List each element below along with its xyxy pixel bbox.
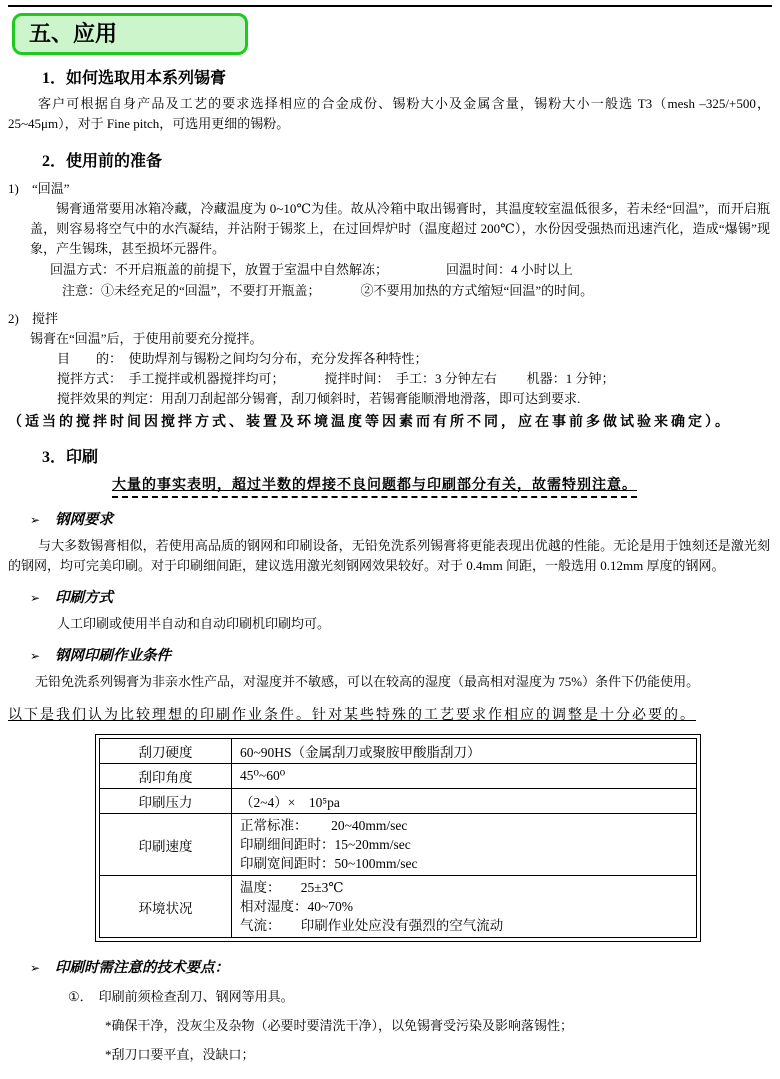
rewarm-time: 回温时间：4 小时以上	[446, 262, 573, 277]
table-row	[100, 764, 697, 789]
stir-machine: 机器：1 分钟；	[526, 371, 615, 386]
print-conditions-table	[95, 734, 701, 942]
section-1-paragraph: 客户可根据自身产品及工艺的要求选择相应的合金成份、锡粉大小及金属含量，锡粉大小一般选 T3（mesh –325/+500，25~45μm），对于 Fine pitch，可选用更细的锡粉。	[8, 96, 770, 131]
row-label: 印刷压力	[100, 789, 232, 814]
rewarm-note-1: 注意：①未经充足的“回温”，不要打开瓶盖；	[62, 283, 321, 298]
section-2-heading: 2．使用前的准备	[42, 153, 163, 170]
row-value: 45⁰~60⁰	[232, 764, 697, 789]
bullet-title: 印刷方式	[55, 590, 113, 606]
list-item-title: 搅拌	[32, 311, 59, 326]
chapter-title-box	[12, 13, 248, 55]
stir-time: 搅拌时间： 手工：3 分钟左右	[324, 371, 497, 386]
print-conditions-paragraph: 无铅免洗系列锡膏为非亲水性产品，对湿度并不敏感，可以在较高的湿度（最高相对湿度为 75%）条件下仍能使用。	[35, 674, 700, 689]
rewarm-note-line	[62, 280, 780, 301]
bullet-title: 钢网要求	[55, 512, 113, 528]
row-label: 环境状况	[100, 876, 232, 938]
stir-note-line: （适当的搅拌时间因搅拌方式、装置及环境温度等因素而有所不同，应在事前多做试验来确定）。	[8, 415, 732, 430]
point-1-sub-1: *确保干净，没灰尘及杂物（必要时要清洗干净），以免锡膏受污染及影响落锡性；	[105, 1018, 574, 1033]
stir-method-line	[57, 369, 780, 389]
point-1-line	[68, 987, 780, 1007]
row-value: （2~4）× 10⁵pa	[232, 789, 697, 814]
point-1-sub-2: *刮刀口要平直，没缺口；	[105, 1047, 255, 1062]
point-number: ①．	[68, 989, 93, 1004]
table-row	[100, 876, 697, 938]
print-conditions-heading	[30, 646, 780, 666]
list-item-title: “回温”	[32, 181, 70, 196]
bullet-title: 印刷时需注意的技术要点：	[55, 960, 229, 976]
parameters-table	[99, 738, 697, 938]
row-value	[232, 814, 697, 876]
stencil-requirements-heading	[30, 510, 780, 530]
stencil-requirements-paragraph: 与大多数锡膏相似，若使用高品质的钢网和印刷设备，无铅免洗系列锡膏将更能表现出优越的性能。无论是用于蚀刻还是激光刻的钢网，均可完美印刷。对于印刷细间距，建议选用激光刻钢网效果较好。对于 0.4mm 间距，一般选用 0.12mm 厚度的钢网。	[8, 538, 770, 573]
chapter-title: 五、应用	[29, 21, 118, 46]
row-value	[232, 876, 697, 938]
section-3-heading: 3．印刷	[42, 449, 99, 466]
stir-paragraph: 锡膏在“回温”后，于使用前要充分搅拌。	[30, 331, 263, 346]
list-item-number: 2)	[8, 311, 19, 326]
cell-line: 印刷宽间距时：50~100mm/sec	[240, 856, 418, 871]
table-row	[100, 814, 697, 876]
row-value: 60~90HS（金属刮刀或聚胺甲酸脂刮刀）	[232, 739, 697, 764]
cell-line: 气流： 印刷作业处应没有强烈的空气流动	[240, 918, 504, 933]
print-notice: 大量的事实表明，超过半数的焊接不良问题都与印刷部分有关，故需特别注意。	[112, 474, 637, 498]
arrow-bullet-icon: ➢	[30, 961, 41, 975]
technical-points-heading	[30, 958, 780, 978]
print-notice-wrap	[112, 474, 780, 498]
row-label: 印刷速度	[100, 814, 232, 876]
list-item-number: 1)	[8, 181, 19, 196]
row-label: 刮印角度	[100, 764, 232, 789]
rewarm-method-line	[50, 259, 780, 280]
arrow-bullet-icon: ➢	[30, 591, 41, 605]
stir-purpose-line: 目 的： 使助焊剂与锡粉之间均匀分布，充分发挥各种特性；	[57, 351, 428, 366]
section-1-heading: 1．如何选取用本系列锡膏	[42, 70, 227, 87]
ideal-conditions-wrap	[8, 704, 780, 724]
cell-line: 温度： 25±3℃	[240, 880, 344, 895]
stir-method: 搅拌方式： 手工搅拌或机器搅拌均可；	[57, 371, 285, 386]
point-text: 印刷前须检查刮刀、钢网等用具。	[98, 989, 294, 1004]
ideal-conditions-note: 以下是我们认为比较理想的印刷作业条件。针对某些特殊的工艺要求作相应的调整是十分必要的。	[8, 708, 696, 723]
rewarm-method: 回温方式：不开启瓶盖的前提下，放置于室温中自然解冻；	[50, 262, 389, 277]
top-rule	[8, 5, 772, 7]
list-item-stir	[8, 309, 780, 329]
print-method-paragraph: 人工印刷或使用半自动和自动印刷机印刷均可。	[57, 616, 331, 631]
cell-line: 正常标准： 20~40mm/sec	[240, 818, 408, 833]
rewarm-paragraph: 锡膏通常要用冰箱冷藏，冷藏温度为 0~10℃为佳。故从冷箱中取出锡膏时，其温度较室温低很多，若未经“回温”，而开启瓶盖，则容易将空气中的水汽凝结，并沾附于锡浆上，在过回焊炉时（温度超过 200℃），水份因受强热而迅速汽化，造成“爆锡”现象，产生锡珠，甚至损坏元器件。	[30, 201, 770, 256]
arrow-bullet-icon: ➢	[30, 649, 41, 663]
table-row	[100, 789, 697, 814]
list-item-rewarm	[8, 179, 780, 199]
bullet-title: 钢网印刷作业条件	[55, 648, 171, 664]
table-row	[100, 739, 697, 764]
cell-line: 相对湿度：40~70%	[240, 899, 354, 914]
print-method-heading	[30, 588, 780, 608]
cell-line: 印刷细间距时：15~20mm/sec	[240, 837, 411, 852]
arrow-bullet-icon: ➢	[30, 513, 41, 527]
stir-judge-line: 搅拌效果的判定：用刮刀刮起部分锡膏，刮刀倾斜时，若锡膏能顺滑地滑落，即可达到要求.	[57, 391, 581, 406]
rewarm-note-2: ②不要用加热的方式缩短“回温”的时间。	[360, 283, 594, 298]
row-label: 刮刀硬度	[100, 739, 232, 764]
